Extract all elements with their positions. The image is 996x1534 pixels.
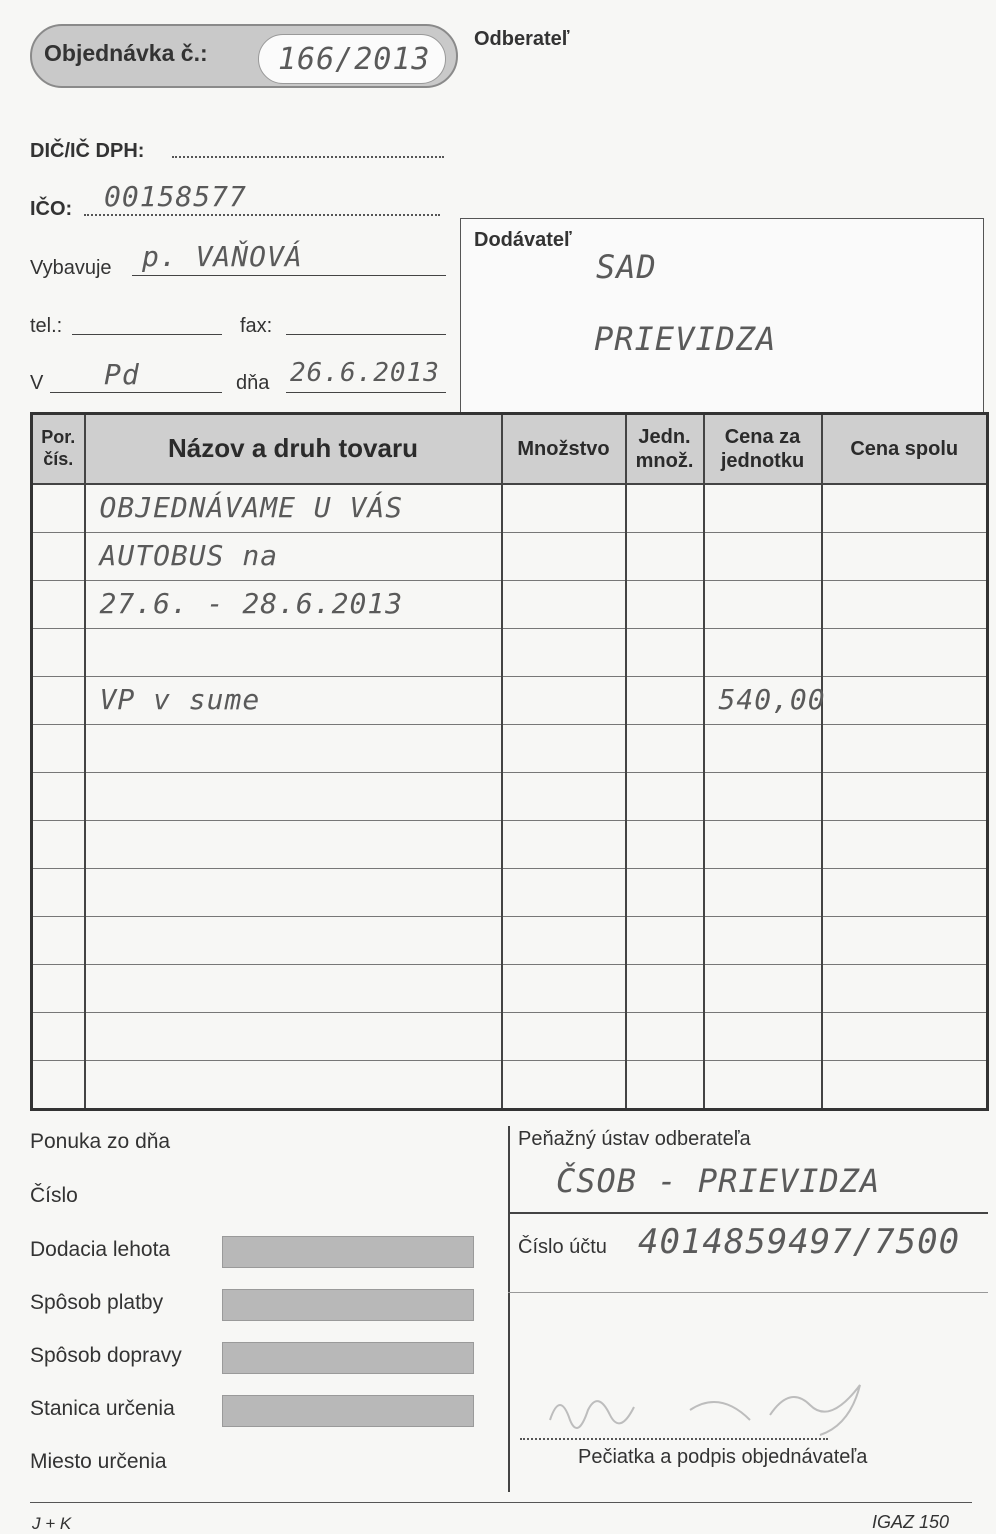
mnozstvo-cell[interactable] [502, 533, 626, 581]
table-row [32, 1013, 988, 1061]
vybavuje-value: p. VAŇOVÁ [142, 240, 303, 273]
cena-jedn-cell[interactable] [704, 533, 822, 581]
nazov-text: AUTOBUS na [99, 539, 279, 572]
bottom-rule [30, 1502, 972, 1503]
jedn-cell[interactable] [626, 821, 704, 869]
por-cell[interactable] [32, 533, 85, 581]
jedn-cell[interactable] [626, 965, 704, 1013]
jedn-cell[interactable] [626, 677, 704, 725]
cena-spolu-cell[interactable] [822, 869, 988, 917]
mnozstvo-cell[interactable] [502, 1061, 626, 1110]
por-cell[interactable] [32, 869, 85, 917]
fax-label: fax: [240, 315, 273, 337]
v-field[interactable] [50, 392, 222, 393]
nazov-text: 27.6. - 28.6.2013 [99, 587, 404, 620]
nazov-cell[interactable] [85, 917, 502, 965]
cena-spolu-cell[interactable] [822, 677, 988, 725]
header-cena-jedn: Cena za jednotku [704, 414, 822, 485]
stanica-label: Stanica určenia [30, 1397, 175, 1420]
mnozstvo-cell[interactable] [502, 821, 626, 869]
nazov-cell[interactable] [85, 484, 502, 533]
nazov-cell[interactable] [85, 725, 502, 773]
nazov-cell[interactable] [85, 821, 502, 869]
cena-spolu-cell[interactable] [822, 917, 988, 965]
supplier-line1: SAD [596, 248, 657, 286]
platba-label: Spôsob platby [30, 1291, 164, 1314]
tel-label: tel.: [30, 315, 63, 337]
jedn-cell[interactable] [626, 629, 704, 677]
ponuka-label: Ponuka zo dňa [30, 1130, 171, 1153]
nazov-cell[interactable] [85, 677, 502, 725]
table-header-row [32, 414, 988, 485]
dna-label: dňa [236, 372, 270, 394]
mnozstvo-cell[interactable] [502, 629, 626, 677]
por-cell[interactable] [32, 677, 85, 725]
dna-field[interactable] [286, 392, 446, 393]
stamp-label: Pečiatka a podpis objednávateľa [578, 1446, 868, 1468]
por-cell[interactable] [32, 917, 85, 965]
ico-field[interactable] [84, 214, 440, 216]
table-row [32, 581, 988, 629]
cena-jedn-text: 540,00 [718, 683, 826, 716]
jedn-cell[interactable] [626, 484, 704, 533]
cena-jedn-cell[interactable] [704, 917, 822, 965]
miesto-label: Miesto určenia [30, 1450, 167, 1473]
table-row [32, 677, 988, 725]
account-value: 4014859497/7500 [638, 1222, 961, 1262]
cislo-label: Číslo [30, 1184, 78, 1207]
nazov-text: OBJEDNÁVAME U VÁS [99, 491, 404, 524]
por-cell[interactable] [32, 629, 85, 677]
cena-jedn-cell[interactable] [704, 1013, 822, 1061]
cena-jedn-cell[interactable] [704, 677, 826, 725]
v-label: V [30, 372, 44, 394]
supplier-label: Dodávateľ [474, 229, 572, 251]
por-cell[interactable] [32, 821, 85, 869]
doprava-label: Spôsob dopravy [30, 1344, 182, 1367]
por-cell[interactable] [32, 965, 85, 1013]
mnozstvo-cell[interactable] [502, 869, 626, 917]
nazov-cell[interactable] [85, 629, 502, 677]
bank-label: Peňažný ústav odberateľa [518, 1128, 751, 1150]
jedn-cell[interactable] [626, 1013, 704, 1061]
por-cell[interactable] [32, 1061, 85, 1110]
bank-value: ČSOB - PRIEVIDZA [556, 1162, 881, 1200]
nazov-cell[interactable] [85, 965, 502, 1013]
signature-line[interactable] [520, 1438, 828, 1440]
nazov-cell[interactable] [85, 773, 502, 821]
mnozstvo-cell[interactable] [502, 677, 626, 725]
cena-spolu-cell[interactable] [822, 821, 988, 869]
dic-field[interactable] [172, 156, 444, 158]
ico-label: IČO: [30, 198, 73, 220]
table-row [32, 533, 988, 581]
nazov-cell[interactable] [85, 1013, 502, 1061]
mnozstvo-cell[interactable] [502, 965, 626, 1013]
header-cena-spolu: Cena spolu [822, 414, 988, 485]
table-row [32, 917, 988, 965]
cena-spolu-cell[interactable] [822, 533, 988, 581]
stanica-field[interactable] [222, 1395, 474, 1427]
cena-spolu-cell[interactable] [822, 484, 988, 533]
nazov-cell[interactable] [85, 869, 502, 917]
por-cell[interactable] [32, 1013, 85, 1061]
jedn-cell[interactable] [626, 917, 704, 965]
table-row [32, 869, 988, 917]
table-row [32, 629, 988, 677]
header-jedn: Jedn. množ. [626, 414, 704, 485]
por-cell[interactable] [32, 581, 85, 629]
ico-value: 00158577 [104, 180, 247, 213]
por-cell[interactable] [32, 484, 85, 533]
nazov-cell[interactable] [85, 581, 502, 629]
order-label: Objednávka č.: [44, 40, 208, 66]
cena-jedn-cell[interactable] [704, 965, 822, 1013]
jedn-cell[interactable] [626, 869, 704, 917]
account-divider [508, 1292, 988, 1293]
nazov-cell[interactable] [85, 1061, 502, 1110]
form-code: IGAZ 150 [872, 1512, 950, 1532]
jedn-cell[interactable] [626, 581, 704, 629]
mnozstvo-cell[interactable] [502, 773, 626, 821]
cena-spolu-cell[interactable] [822, 965, 988, 1013]
cena-spolu-cell[interactable] [822, 629, 988, 677]
table-row [32, 821, 988, 869]
cena-jedn-cell[interactable] [704, 629, 822, 677]
header-mnozstvo: Množstvo [502, 414, 626, 485]
bottom-left-text: J + K [32, 1514, 72, 1533]
tel-field[interactable] [72, 334, 222, 335]
mnozstvo-cell[interactable] [502, 581, 626, 629]
cena-spolu-cell[interactable] [822, 1013, 988, 1061]
jedn-cell[interactable] [626, 533, 704, 581]
cena-spolu-cell[interactable] [822, 1061, 988, 1110]
dic-label: DIČ/IČ DPH: [30, 140, 145, 162]
vybavuje-label: Vybavuje [30, 257, 112, 279]
order-number-value: 166/2013 [278, 42, 431, 77]
footer-divider [508, 1126, 510, 1492]
cena-jedn-cell[interactable] [704, 773, 822, 821]
por-cell[interactable] [32, 725, 85, 773]
platba-field[interactable] [222, 1289, 474, 1321]
mnozstvo-cell[interactable] [502, 1013, 626, 1061]
v-value: Pd [104, 358, 140, 391]
account-label: Číslo účtu [518, 1236, 607, 1258]
mnozstvo-cell[interactable] [502, 917, 626, 965]
cena-jedn-cell[interactable] [704, 725, 822, 773]
cena-jedn-cell[interactable] [704, 869, 822, 917]
mnozstvo-cell[interactable] [502, 725, 626, 773]
supplier-line2: PRIEVIDZA [594, 320, 777, 358]
dna-value: 26.6.2013 [290, 358, 440, 388]
table-row [32, 484, 988, 533]
jedn-cell[interactable] [626, 1061, 704, 1110]
jedn-cell[interactable] [626, 725, 704, 773]
jedn-cell[interactable] [626, 773, 704, 821]
cena-jedn-cell[interactable] [704, 821, 822, 869]
cena-jedn-cell[interactable] [704, 1061, 822, 1110]
fax-field[interactable] [286, 334, 446, 335]
header-por: Por. čís. [32, 414, 85, 485]
doprava-field[interactable] [222, 1342, 474, 1374]
table-row [32, 1061, 988, 1110]
cena-jedn-cell[interactable] [704, 484, 822, 533]
mnozstvo-cell[interactable] [502, 484, 626, 533]
nazov-cell[interactable] [85, 533, 502, 581]
cena-jedn-cell[interactable] [704, 581, 822, 629]
cena-spolu-cell[interactable] [822, 725, 988, 773]
table-row [32, 965, 988, 1013]
por-cell[interactable] [32, 773, 85, 821]
cena-spolu-cell[interactable] [822, 581, 988, 629]
odberatel-label: Odberateľ [474, 28, 570, 50]
table-row [32, 773, 988, 821]
dodacia-label: Dodacia lehota [30, 1238, 171, 1261]
table-row [32, 725, 988, 773]
cena-spolu-cell[interactable] [822, 773, 988, 821]
vybavuje-field[interactable] [132, 275, 446, 276]
bank-divider [508, 1212, 988, 1214]
items-table [30, 412, 989, 1111]
header-nazov: Názov a druh tovaru [85, 414, 502, 485]
dodacia-field[interactable] [222, 1236, 474, 1268]
nazov-text: VP v sume [99, 683, 261, 716]
